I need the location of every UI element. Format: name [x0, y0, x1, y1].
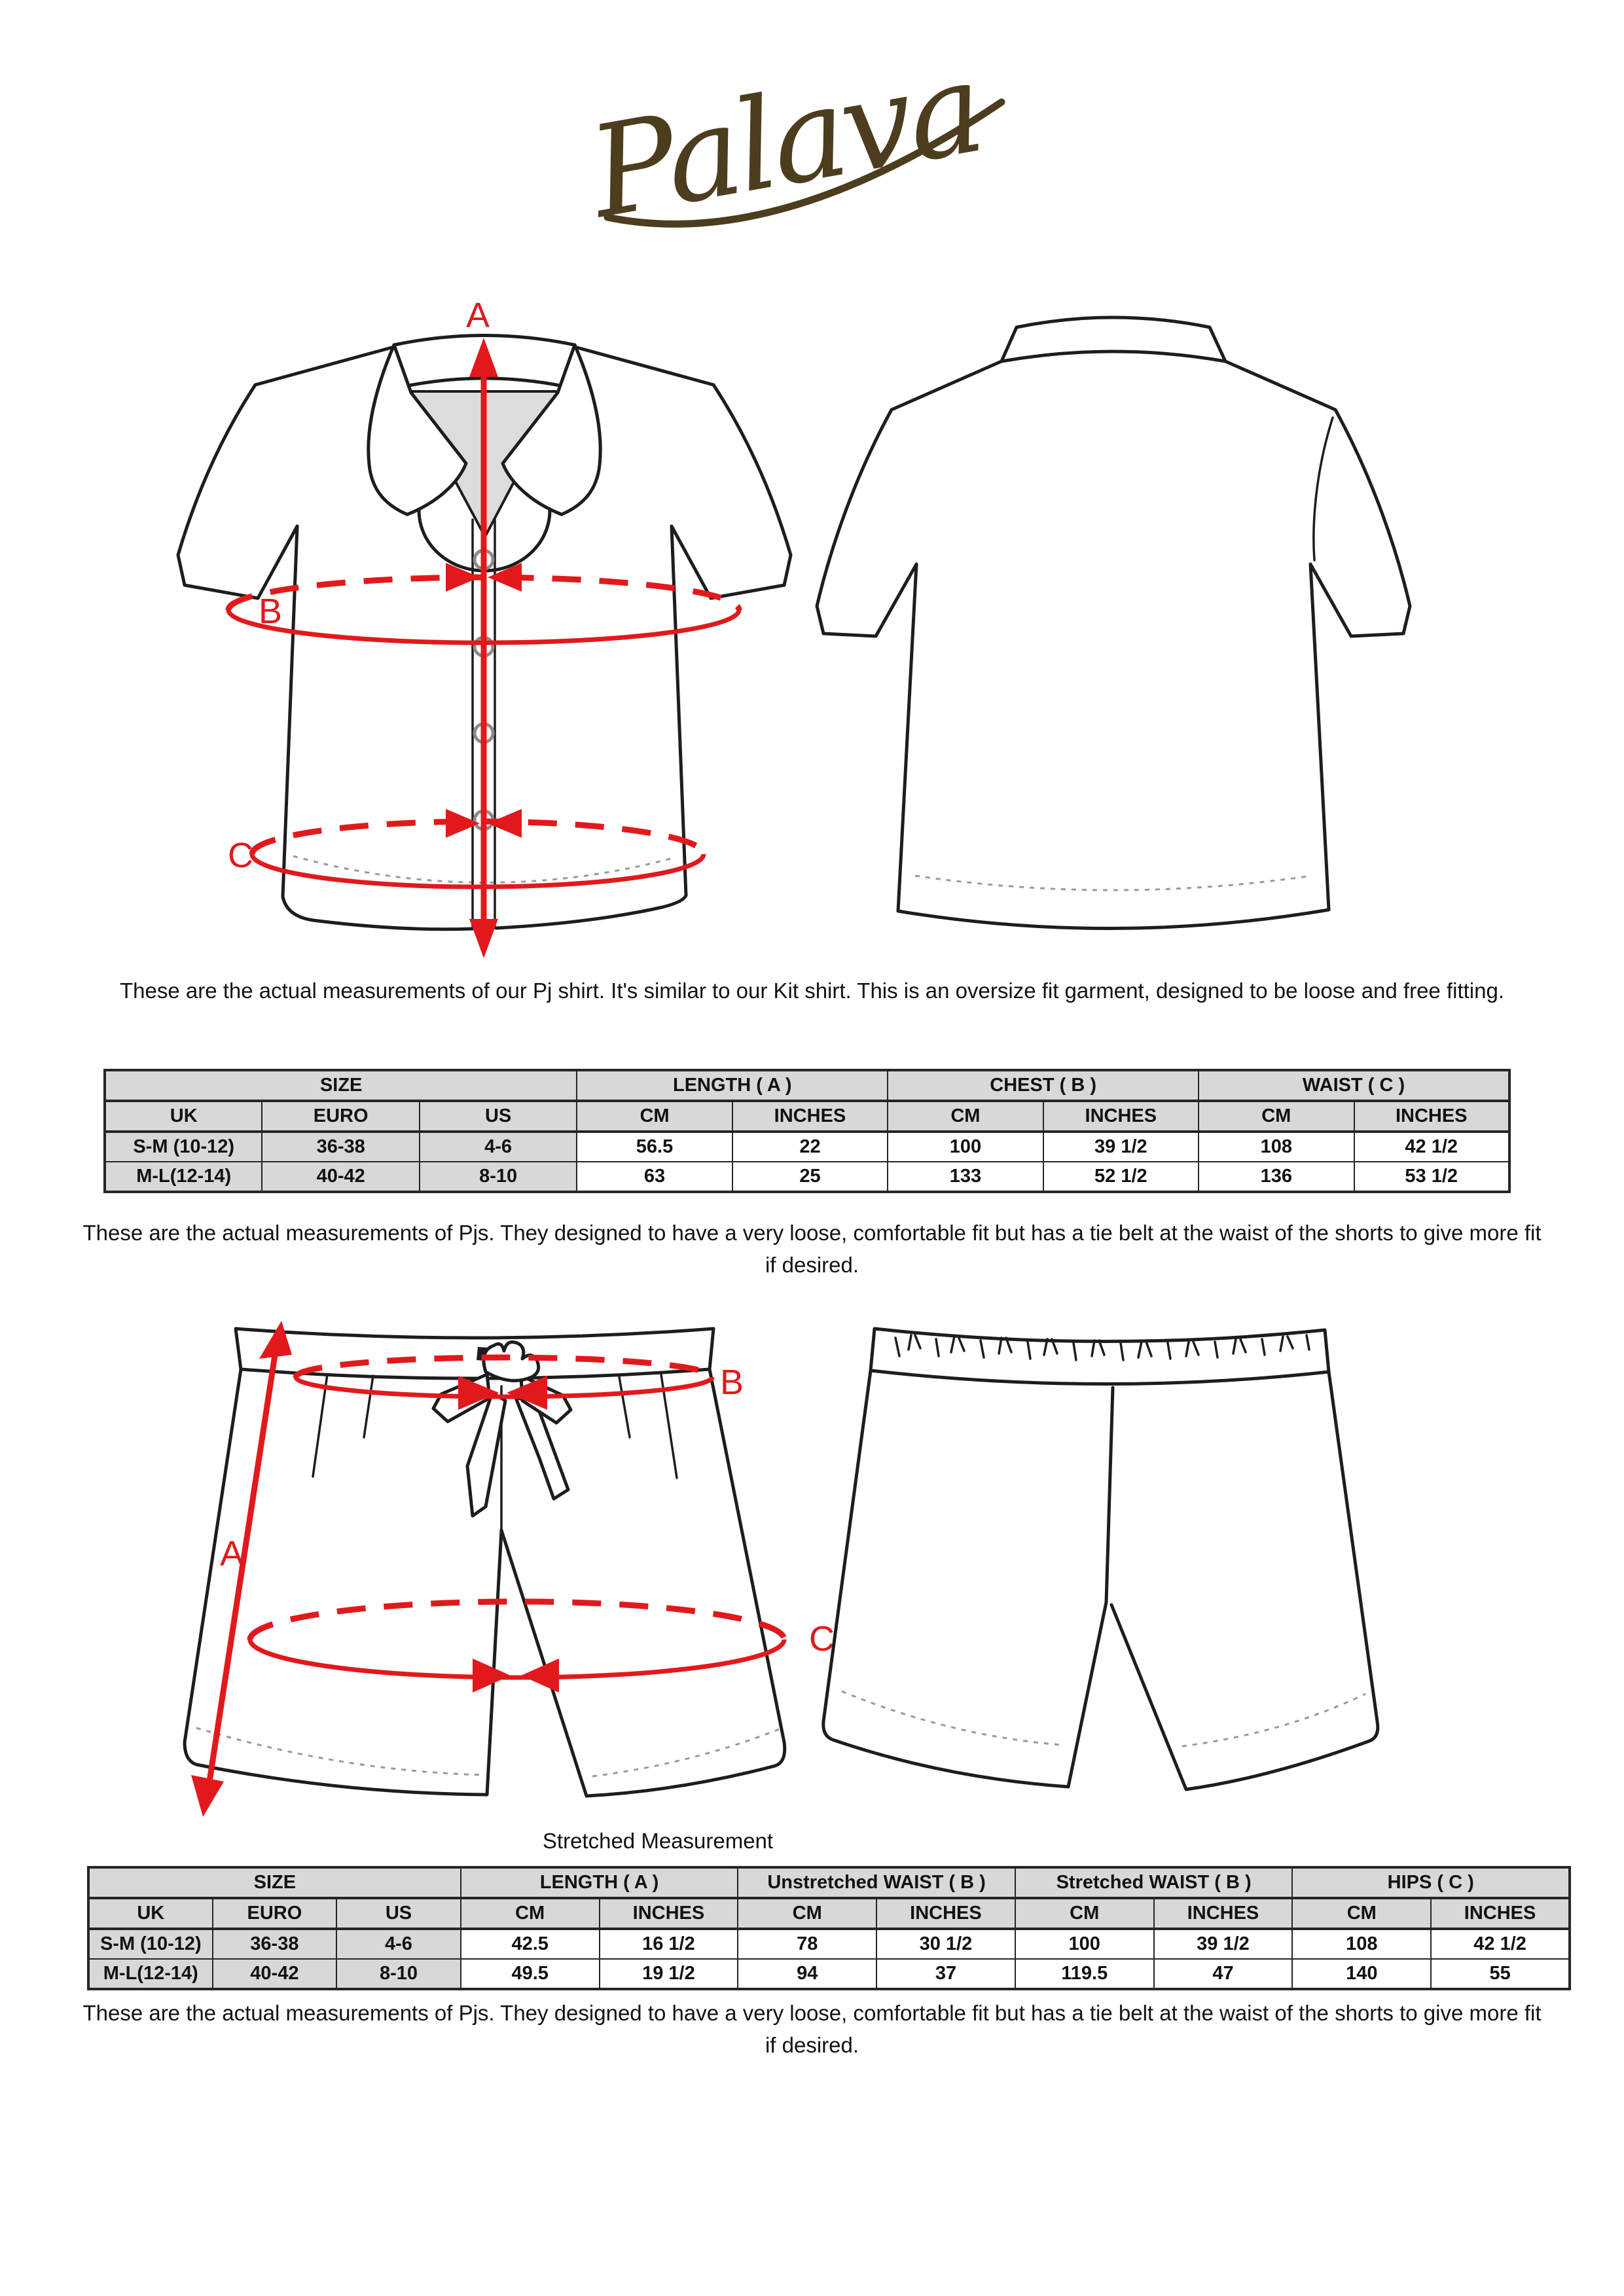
measurement-cell: 4-6 [336, 1929, 461, 1959]
measurement-cell: 108 [1199, 1132, 1354, 1162]
table-subheader-row [88, 1898, 1570, 1929]
right-hem-stitch [592, 1729, 779, 1776]
table-row [105, 1132, 1509, 1162]
measurement-cell: 42.5 [461, 1929, 600, 1959]
back-hem-edge [898, 910, 1329, 929]
measurement-cell: 119.5 [1015, 1959, 1154, 1989]
back-left-side-seam [823, 1371, 871, 1721]
column-header: US [420, 1101, 577, 1132]
back-right-side [1310, 564, 1329, 910]
measurement-cell: 133 [888, 1162, 1043, 1192]
label-length: A [220, 1534, 244, 1573]
measurement-cell: 55 [1431, 1959, 1570, 1989]
measurement-cell: 36-38 [262, 1132, 419, 1162]
back-right-hem-stitch [1182, 1694, 1365, 1746]
measure-tick-icon [446, 809, 480, 838]
size-cell: M-L(12-14) [88, 1959, 213, 1989]
table-row [88, 1959, 1570, 1989]
measurement-cell: 108 [1292, 1929, 1431, 1959]
pj-shirt-diagram [0, 275, 1624, 975]
column-group-header: SIZE [88, 1867, 461, 1898]
column-group-header: LENGTH ( A ) [577, 1070, 888, 1101]
column-header: EURO [213, 1898, 337, 1929]
measurement-cell: 8-10 [420, 1162, 577, 1192]
label-length: A [466, 296, 490, 335]
measurement-cell: 25 [732, 1162, 888, 1192]
table-group-header-row [88, 1867, 1570, 1898]
column-header: CM [738, 1898, 876, 1929]
right-leg [501, 1530, 785, 1796]
column-header: INCHES [1043, 1101, 1199, 1132]
measurement-cell: 63 [577, 1162, 732, 1192]
arrowhead-down-icon [191, 1775, 224, 1817]
waist-girth-solid [252, 854, 704, 887]
measurement-cell: 53 1/2 [1354, 1162, 1510, 1192]
table-group-header-row [105, 1070, 1509, 1101]
measurement-cell: 136 [1199, 1162, 1354, 1192]
measurement-cell: 49.5 [461, 1959, 600, 1989]
measurement-cell: 100 [888, 1132, 1043, 1162]
column-header: CM [1015, 1898, 1154, 1929]
arrowhead-down-icon [469, 919, 498, 958]
measure-tick-icon [521, 1659, 559, 1693]
back-hem-stitch-line [915, 876, 1312, 890]
measurement-cell: 100 [1015, 1929, 1154, 1959]
brand-logo-script [556, 35, 1034, 249]
measurement-cell: 22 [732, 1132, 888, 1162]
label-hips: C [809, 1619, 835, 1659]
measurement-cell: 140 [1292, 1959, 1431, 1989]
column-header: CM [1292, 1898, 1431, 1929]
shorts-back-view [823, 1329, 1378, 1789]
back-left-leg [823, 1602, 1106, 1787]
table-subheader-row [105, 1101, 1509, 1132]
column-group-header: Unstretched WAIST ( B ) [738, 1867, 1015, 1898]
shorts-footer-note: These are the actual measurements of Pjs. They designed to have a very loose, comfortable fit but has a tie belt at the waist of the shorts to give more fit if desired. [82, 2001, 1542, 2057]
measurement-cell: 39 1/2 [1043, 1132, 1199, 1162]
pj-shorts-diagram [0, 1309, 1624, 1833]
brand-wordmark: Palava [580, 35, 991, 247]
column-group-header: LENGTH ( A ) [461, 1867, 738, 1898]
shorts-size-table [87, 1866, 1571, 1990]
left-sleeve [178, 385, 297, 598]
column-header: UK [105, 1101, 262, 1132]
measurement-cell: 94 [738, 1959, 876, 1989]
measurement-cell: 8-10 [336, 1959, 461, 1989]
column-group-header: WAIST ( C ) [1199, 1070, 1509, 1101]
right-sleeve [672, 385, 791, 598]
size-cell: S-M (10-12) [88, 1929, 213, 1959]
measurement-cell: 40-42 [262, 1162, 419, 1192]
shirt-description: These are the actual measurements of our Pj shirt. It's similar to our Kit shirt. This is an oversize fit garment, designed to be loose and free fitting. [119, 978, 1504, 1003]
column-header: CM [1199, 1101, 1354, 1132]
measurement-cell: 40-42 [213, 1959, 337, 1989]
brand-logo [556, 35, 1034, 249]
measurement-cell: 30 1/2 [876, 1929, 1015, 1959]
table-row [88, 1929, 1570, 1959]
column-header: EURO [262, 1101, 419, 1132]
measurement-cell: 19 1/2 [600, 1959, 738, 1989]
column-header: INCHES [1354, 1101, 1510, 1132]
column-header: CM [577, 1101, 732, 1132]
label-waist: C [228, 836, 253, 875]
hips-girth-solid [250, 1640, 784, 1677]
column-header: CM [888, 1101, 1043, 1132]
sleeve-seam-detail [1314, 418, 1333, 560]
column-header: INCHES [1154, 1898, 1293, 1929]
measurement-cell: 16 1/2 [600, 1929, 738, 1959]
measure-tick-icon [488, 809, 522, 838]
back-right-leg [1111, 1605, 1378, 1789]
column-group-header: Stretched WAIST ( B ) [1015, 1867, 1293, 1898]
center-back-seam [1106, 1388, 1113, 1602]
measurement-cell: 52 1/2 [1043, 1162, 1199, 1192]
size-cell: S-M (10-12) [105, 1132, 262, 1162]
left-hem-stitch [196, 1728, 484, 1775]
table-row [105, 1162, 1509, 1192]
measurement-cell: 42 1/2 [1354, 1132, 1510, 1162]
left-side-seam [283, 526, 297, 897]
measurement-cell: 4-6 [420, 1132, 577, 1162]
column-header: INCHES [1431, 1898, 1570, 1929]
back-left-sleeve [817, 410, 916, 636]
hips-girth-dashed [250, 1602, 784, 1640]
back-left-side [898, 564, 916, 911]
label-chest: B [259, 592, 283, 631]
back-shoulder-seams [892, 361, 1335, 410]
column-group-header: HIPS ( C ) [1292, 1867, 1570, 1898]
measurement-cell: 56.5 [577, 1132, 732, 1162]
column-header: INCHES [600, 1898, 738, 1929]
measurement-cell: 37 [876, 1959, 1015, 1989]
measurement-cell: 47 [1154, 1959, 1293, 1989]
back-collar [1001, 317, 1225, 361]
column-header: INCHES [732, 1101, 888, 1132]
measurement-cell: 39 1/2 [1154, 1929, 1293, 1959]
back-right-side-seam [1329, 1372, 1377, 1721]
measurement-cell: 78 [738, 1929, 876, 1959]
right-side-seam [710, 1369, 784, 1742]
column-header: US [336, 1898, 461, 1929]
column-header: UK [88, 1898, 213, 1929]
column-header: INCHES [876, 1898, 1015, 1929]
label-waist: B [720, 1363, 744, 1402]
back-left-hem-stitch [842, 1691, 1062, 1745]
column-group-header: CHEST ( B ) [888, 1070, 1199, 1101]
shorts-table-caption: Stretched Measurement [542, 1829, 774, 1853]
shorts-description: These are the actual measurements of Pjs. They designed to have a very loose, comfortable fit but has a tie belt at the waist of the shorts to give more fit if desired. [82, 1221, 1542, 1277]
measurement-cell: 36-38 [213, 1929, 337, 1959]
shirt-size-table [103, 1069, 1511, 1193]
column-header: CM [461, 1898, 600, 1929]
measurement-cell: 42 1/2 [1431, 1929, 1570, 1959]
tie-tail-left [467, 1393, 505, 1516]
shirt-back-view [817, 317, 1410, 929]
size-cell: M-L(12-14) [105, 1162, 262, 1192]
column-group-header: SIZE [105, 1070, 577, 1101]
